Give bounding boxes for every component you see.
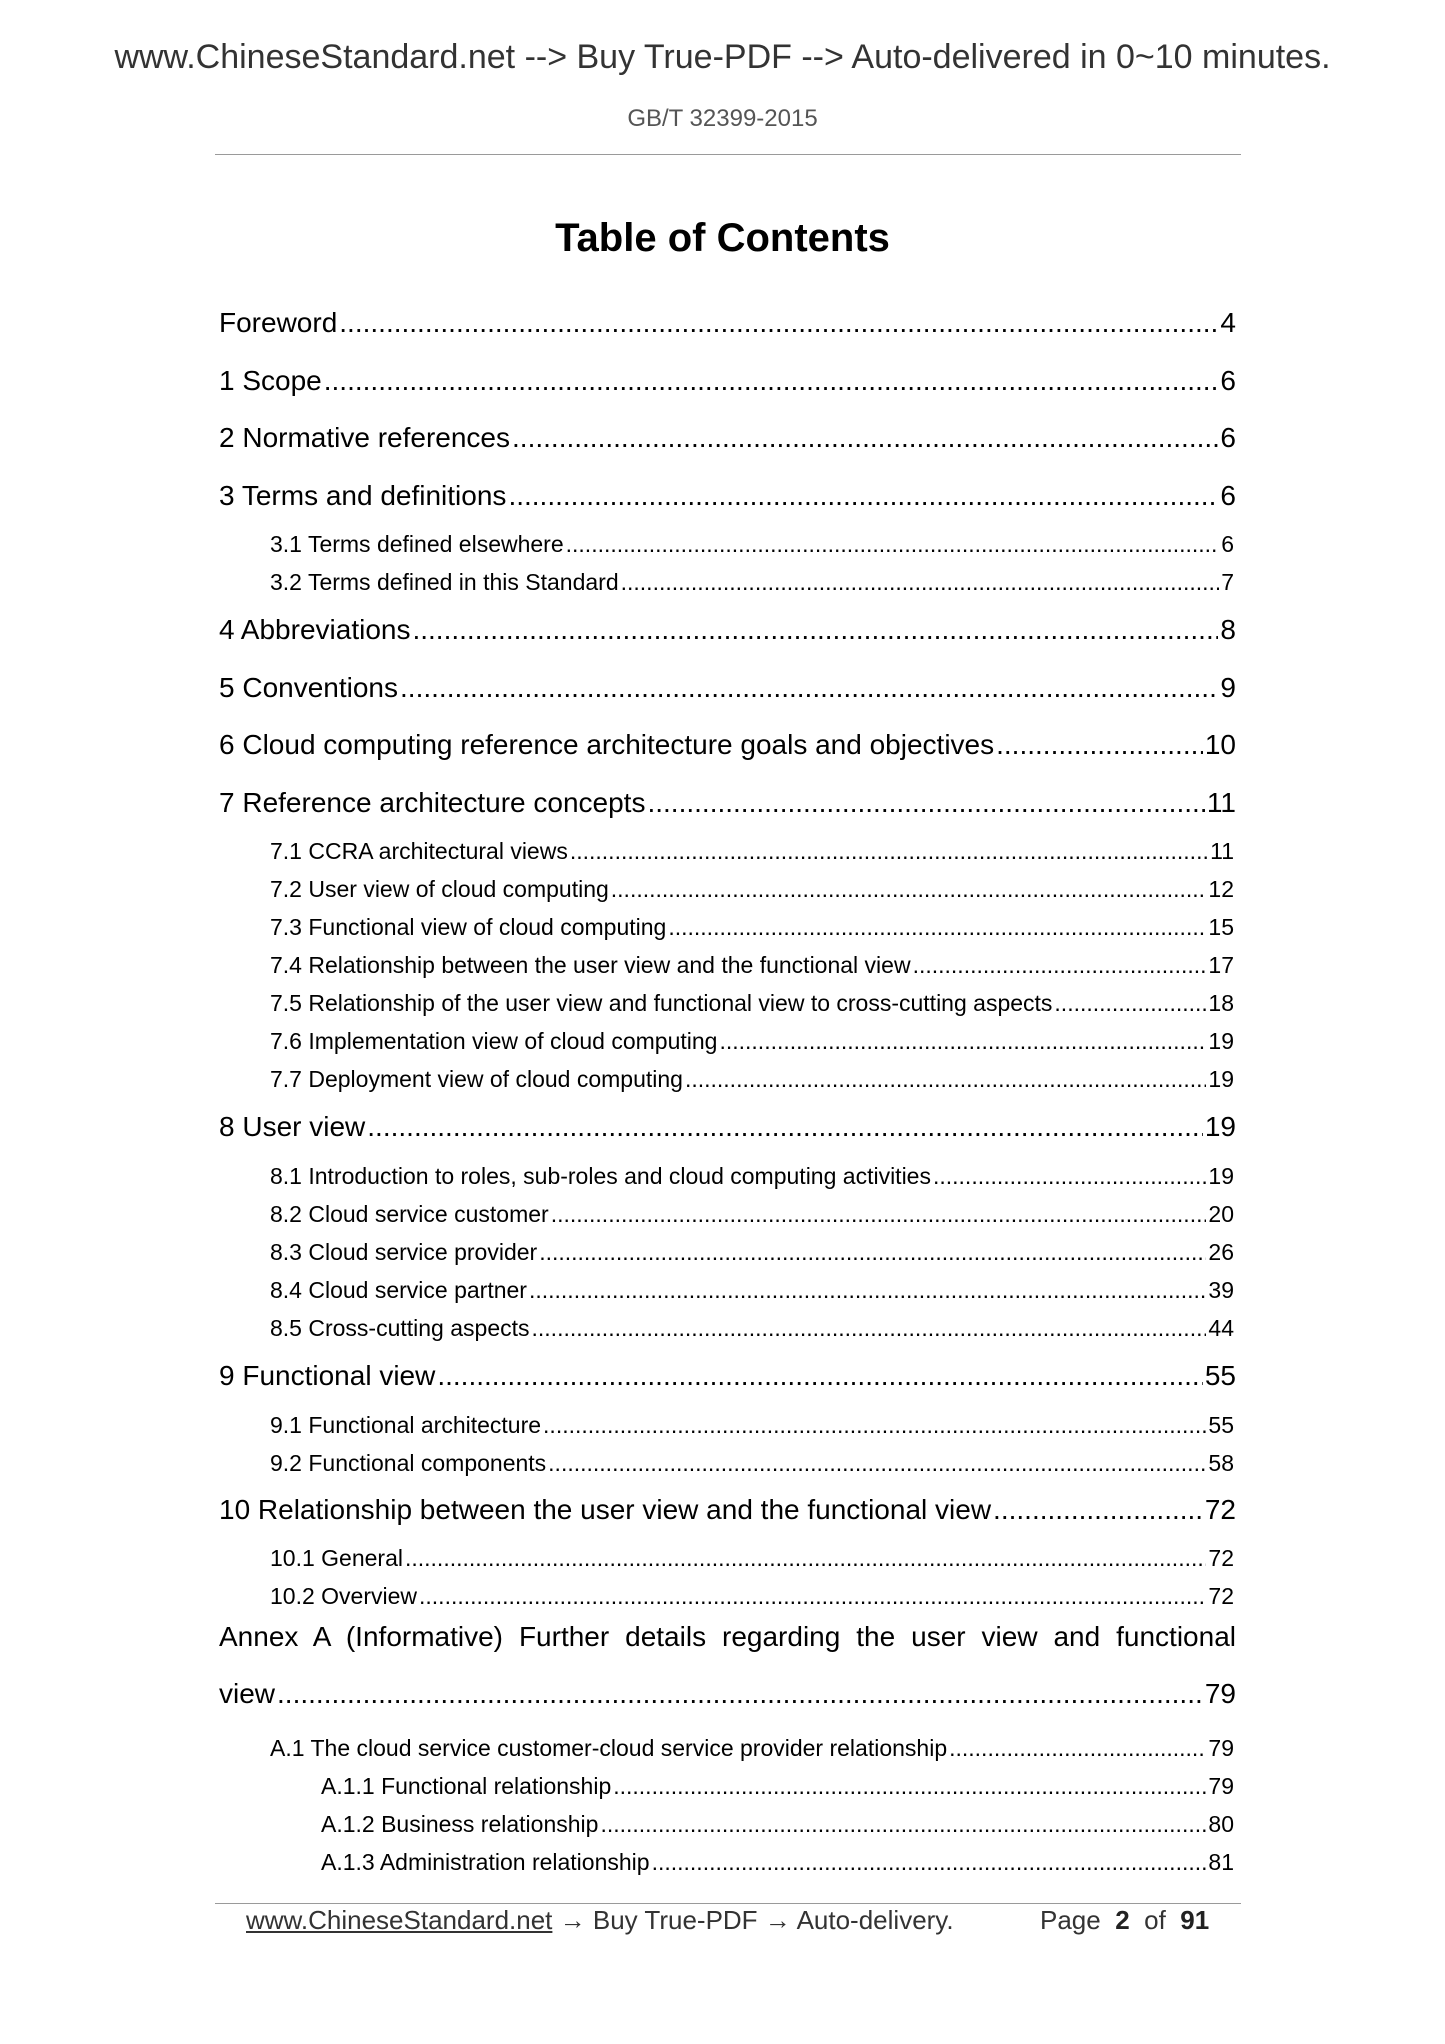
toc-leader-dots bbox=[685, 1066, 1206, 1093]
toc-leader-dots bbox=[324, 365, 1219, 397]
toc-leader-dots bbox=[539, 1239, 1206, 1266]
toc-page-number: 10 bbox=[1204, 729, 1236, 760]
toc-page-number: 6 bbox=[1220, 480, 1236, 511]
toc-page-number: 6 bbox=[1220, 365, 1236, 396]
toc-leader-dots bbox=[949, 1735, 1206, 1762]
footer-site-link[interactable]: www.ChineseStandard.net bbox=[246, 1905, 553, 1935]
toc-entry-label: 9.2 Functional components bbox=[270, 1450, 547, 1476]
toc-page-number: 58 bbox=[1208, 1450, 1234, 1476]
toc-leader-dots bbox=[719, 1028, 1206, 1055]
toc-entry-conventions[interactable] bbox=[219, 672, 1236, 704]
toc-page-number: 20 bbox=[1208, 1201, 1234, 1227]
toc-entry-normative-references[interactable] bbox=[219, 422, 1236, 454]
toc-entry-7-2[interactable] bbox=[270, 876, 1234, 903]
toc-page-number: 79 bbox=[1208, 1773, 1234, 1799]
toc-entry-user-view[interactable] bbox=[219, 1111, 1236, 1143]
toc-entry-label: 8.4 Cloud service partner bbox=[270, 1277, 527, 1303]
toc-entry-label: 3.1 Terms defined elsewhere bbox=[270, 531, 564, 557]
toc-entry-7-7[interactable] bbox=[270, 1066, 1234, 1093]
toc-leader-dots bbox=[611, 876, 1207, 903]
toc-leader-dots bbox=[647, 787, 1204, 819]
toc-leader-dots bbox=[532, 1315, 1207, 1342]
toc-page-number: 26 bbox=[1208, 1239, 1234, 1265]
toc-entry-label: 10.2 Overview bbox=[270, 1583, 418, 1609]
toc-entry-7-6[interactable] bbox=[270, 1028, 1234, 1055]
toc-entry-label: 8.5 Cross-cutting aspects bbox=[270, 1315, 530, 1341]
footer-promo-text: → Buy True-PDF → Auto-delivery. bbox=[552, 1905, 954, 1935]
toc-entry-a-1-3[interactable] bbox=[321, 1849, 1234, 1876]
document-number: GB/T 32399-2015 bbox=[627, 105, 818, 132]
toc-page-number: 19 bbox=[1208, 1028, 1234, 1054]
toc-entry-10-1[interactable] bbox=[270, 1545, 1234, 1572]
toc-page-number: 8 bbox=[1220, 614, 1236, 645]
footer-divider bbox=[215, 1903, 1241, 1904]
page-prefix: Page bbox=[1040, 1905, 1101, 1935]
toc-leader-dots bbox=[419, 1583, 1206, 1610]
toc-leader-dots bbox=[613, 1773, 1206, 1800]
toc-entry-label: 8.1 Introduction to roles, sub-roles and cloud computing activities bbox=[270, 1163, 931, 1189]
toc-leader-dots bbox=[405, 1545, 1206, 1572]
toc-leader-dots bbox=[412, 614, 1218, 646]
toc-entry-8-5[interactable] bbox=[270, 1315, 1234, 1342]
toc-entry-label: A.1.3 Administration relationship bbox=[321, 1849, 650, 1875]
toc-entry-label: 10 Relationship between the user view and the functional view bbox=[219, 1494, 992, 1525]
toc-entry-label: 2 Normative references bbox=[219, 422, 511, 453]
toc-entry-label: 4 Abbreviations bbox=[219, 614, 411, 645]
toc-entry-label: 7.2 User view of cloud computing bbox=[270, 876, 609, 902]
toc-page-number: 9 bbox=[1220, 672, 1236, 703]
toc-entry-label: 5 Conventions bbox=[219, 672, 399, 703]
toc-page-number: 79 bbox=[1208, 1735, 1234, 1761]
toc-leader-dots bbox=[277, 1678, 1203, 1710]
toc-entry-label: A.1.1 Functional relationship bbox=[321, 1773, 612, 1799]
toc-page-number: 18 bbox=[1208, 990, 1234, 1016]
toc-page-number: 11 bbox=[1206, 787, 1236, 818]
toc-page-number: 81 bbox=[1208, 1849, 1234, 1875]
toc-entry-9-1[interactable] bbox=[270, 1412, 1234, 1439]
toc-entry-relationship-views[interactable] bbox=[219, 1494, 1236, 1526]
toc-entry-3-2[interactable] bbox=[270, 569, 1234, 596]
toc-entry-terms-definitions[interactable] bbox=[219, 480, 1236, 512]
toc-entry-annex-a-title[interactable]: Annex A (Informative) Further details regarding the user view and functional bbox=[219, 1621, 1236, 1652]
toc-entry-7-4[interactable] bbox=[270, 952, 1234, 979]
toc-entry-label: Foreword bbox=[219, 307, 338, 338]
toc-entry-10-2[interactable] bbox=[270, 1583, 1234, 1610]
toc-page-number: 6 bbox=[1221, 531, 1234, 557]
toc-page-number: 19 bbox=[1208, 1066, 1234, 1092]
toc-entry-label: 8.2 Cloud service customer bbox=[270, 1201, 549, 1227]
page-total: 91 bbox=[1180, 1905, 1210, 1935]
toc-leader-dots bbox=[996, 729, 1203, 761]
toc-entry-7-5[interactable] bbox=[270, 990, 1234, 1017]
toc-entry-label: 7.6 Implementation view of cloud computing bbox=[270, 1028, 718, 1054]
toc-page-number: 4 bbox=[1220, 307, 1236, 338]
toc-leader-dots bbox=[508, 480, 1218, 512]
toc-leader-dots bbox=[600, 1811, 1206, 1838]
toc-entry-8-2[interactable] bbox=[270, 1201, 1234, 1228]
toc-leader-dots bbox=[400, 672, 1218, 704]
toc-leader-dots bbox=[437, 1360, 1203, 1392]
toc-leader-dots bbox=[512, 422, 1218, 454]
toc-entry-label: 9 Functional view bbox=[219, 1360, 436, 1391]
toc-page-number: 55 bbox=[1204, 1360, 1236, 1391]
toc-leader-dots bbox=[668, 914, 1206, 941]
toc-page-number: 44 bbox=[1208, 1315, 1234, 1341]
toc-entry-label: 7.5 Relationship of the user view and functional view to cross-cutting aspects bbox=[270, 990, 1053, 1016]
toc-entry-annex-a[interactable] bbox=[219, 1678, 1236, 1710]
toc-leader-dots bbox=[548, 1450, 1206, 1477]
page-of: of bbox=[1144, 1905, 1166, 1935]
toc-leader-dots bbox=[652, 1849, 1207, 1876]
toc-entry-7-1[interactable] bbox=[270, 838, 1234, 865]
toc-entry-label: 1 Scope bbox=[219, 365, 322, 396]
toc-entry-label: 10.1 General bbox=[270, 1545, 403, 1571]
toc-page-number: 6 bbox=[1220, 422, 1236, 453]
footer-page-indicator bbox=[1040, 1905, 1209, 1936]
toc-entry-a-1-1[interactable] bbox=[321, 1773, 1234, 1800]
toc-entry-functional-view[interactable] bbox=[219, 1360, 1236, 1392]
toc-page-number: 11 bbox=[1210, 838, 1234, 864]
toc-entry-7-3[interactable] bbox=[270, 914, 1234, 941]
toc-page-number: 19 bbox=[1204, 1111, 1236, 1142]
toc-entry-label: 7.3 Functional view of cloud computing bbox=[270, 914, 667, 940]
toc-page-number: 79 bbox=[1204, 1678, 1236, 1709]
toc-entry-goals-objectives[interactable] bbox=[219, 729, 1236, 761]
toc-leader-dots bbox=[529, 1277, 1206, 1304]
toc-page-number: 7 bbox=[1221, 569, 1234, 595]
toc-entry-label: 8.3 Cloud service provider bbox=[270, 1239, 538, 1265]
toc-page-number: 15 bbox=[1208, 914, 1234, 940]
toc-page-number: 55 bbox=[1208, 1412, 1234, 1438]
toc-leader-dots bbox=[566, 531, 1220, 558]
toc-entry-9-2[interactable] bbox=[270, 1450, 1234, 1477]
page-title: Table of Contents bbox=[555, 216, 890, 260]
toc-page-number: 72 bbox=[1204, 1494, 1236, 1525]
toc-entry-8-1[interactable] bbox=[270, 1163, 1234, 1190]
toc-page-number: 80 bbox=[1208, 1811, 1234, 1837]
header-banner: www.ChineseStandard.net --> Buy True-PDF --> Auto-delivered in 0~10 minutes. bbox=[114, 38, 1331, 76]
toc-entry-label: 3.2 Terms defined in this Standard bbox=[270, 569, 619, 595]
toc-page-number: 72 bbox=[1208, 1583, 1234, 1609]
toc-leader-dots bbox=[551, 1201, 1207, 1228]
toc-entry-abbreviations[interactable] bbox=[219, 614, 1236, 646]
toc-entry-reference-architecture-concepts[interactable] bbox=[219, 787, 1236, 819]
toc-entry-label: 7.4 Relationship between the user view and the functional view bbox=[270, 952, 911, 978]
toc-leader-dots bbox=[570, 838, 1208, 865]
toc-entry-label: A.1.2 Business relationship bbox=[321, 1811, 599, 1837]
toc-page-number: 72 bbox=[1208, 1545, 1234, 1571]
toc-entry-foreword[interactable] bbox=[219, 307, 1236, 339]
toc-entry-label: view bbox=[219, 1678, 276, 1709]
toc-page-number: 17 bbox=[1208, 952, 1234, 978]
toc-entry-label: A.1 The cloud service customer-cloud service provider relationship bbox=[270, 1735, 948, 1761]
toc-entry-3-1[interactable] bbox=[270, 531, 1234, 558]
toc-leader-dots bbox=[367, 1111, 1203, 1143]
toc-entry-label: 3 Terms and definitions bbox=[219, 480, 507, 511]
toc-leader-dots bbox=[933, 1163, 1206, 1190]
toc-leader-dots bbox=[913, 952, 1207, 979]
toc-entry-scope[interactable] bbox=[219, 365, 1236, 397]
toc-page-number: 19 bbox=[1208, 1163, 1234, 1189]
toc-entry-label: 8 User view bbox=[219, 1111, 366, 1142]
toc-entry-label: 7 Reference architecture concepts bbox=[219, 787, 646, 818]
toc-leader-dots bbox=[543, 1412, 1206, 1439]
toc-entry-a-1[interactable] bbox=[270, 1735, 1234, 1762]
toc-entry-label: 7.7 Deployment view of cloud computing bbox=[270, 1066, 683, 1092]
toc-entry-label: 7.1 CCRA architectural views bbox=[270, 838, 568, 864]
toc-entry-a-1-2[interactable] bbox=[321, 1811, 1234, 1838]
toc-leader-dots bbox=[621, 569, 1220, 596]
toc-page-number: 39 bbox=[1208, 1277, 1234, 1303]
page-current: 2 bbox=[1115, 1905, 1130, 1935]
toc-leader-dots bbox=[993, 1494, 1203, 1526]
toc-leader-dots bbox=[339, 307, 1218, 339]
toc-entry-8-3[interactable] bbox=[270, 1239, 1234, 1266]
toc-entry-8-4[interactable] bbox=[270, 1277, 1234, 1304]
toc-page-number: 12 bbox=[1208, 876, 1234, 902]
toc-entry-label: 9.1 Functional architecture bbox=[270, 1412, 542, 1438]
toc-entry-label: 6 Cloud computing reference architecture goals and objectives bbox=[219, 729, 995, 760]
footer-promo bbox=[246, 1905, 954, 1936]
toc-leader-dots bbox=[1054, 990, 1206, 1017]
